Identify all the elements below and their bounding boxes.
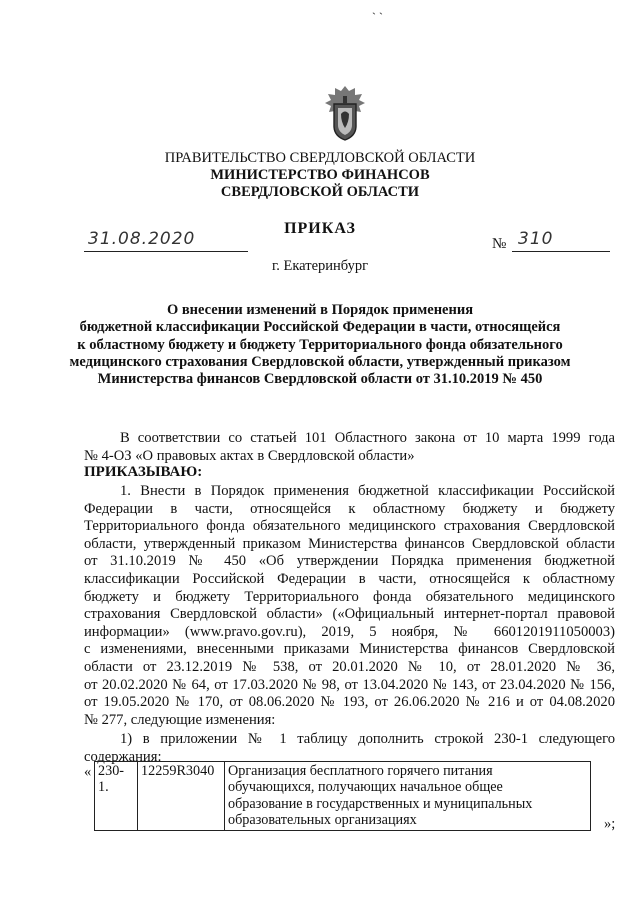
item-line: с изменениями, внесенными приказами Министерства финансов Свердловской bbox=[84, 641, 615, 658]
item-line: страхования Свердловской области» («Официальный интернет-портал правовой bbox=[84, 606, 615, 623]
row-code-cell: 12259R3040 bbox=[138, 762, 225, 831]
title-line: О внесении изменений в Порядок применения bbox=[166, 302, 474, 318]
date-handwritten: 31.08.2020 bbox=[88, 229, 196, 249]
description-line: образовательных организациях bbox=[228, 812, 417, 829]
title-line: медицинского страхования Свердловской области, утвержденный приказом bbox=[69, 353, 571, 370]
title-line: бюджетной классификации Российской Федерации в части, относящейся bbox=[79, 319, 561, 336]
order-word: ПРИКАЗЫВАЮ: bbox=[84, 464, 203, 480]
item-line: Федерации в части, относящейся к областному бюджету и бюджету bbox=[84, 500, 615, 517]
item-line: от 19.05.2020 № 170, от 08.06.2020 № 193, от 26.06.2020 № 216 и от 04.08.2020 bbox=[84, 694, 615, 711]
item-line: области, утвержденный приказом Министерства финансов Свердловской области bbox=[84, 535, 615, 552]
item-line: Территориального фонда обязательного медицинского страхования Свердловской bbox=[84, 518, 615, 535]
preamble-line: В соответствии со статьей 101 Областного закона от 10 марта 1999 года bbox=[120, 430, 615, 446]
row-description-cell bbox=[225, 762, 591, 831]
title-line: к областному бюджету и бюджету Территориального фонда обязательного bbox=[77, 336, 563, 353]
description-line: обучающихся, получающих начальное общее bbox=[228, 779, 503, 796]
item-line: № 277, следующие изменения: bbox=[84, 711, 276, 728]
item-line: от 20.02.2020 № 64, от 17.03.2020 № 98, от 13.04.2020 № 143, от 23.04.2020 № 156, bbox=[84, 676, 615, 693]
item-line: классификации Российской Федерации в части, относящейся к областному bbox=[84, 570, 615, 587]
item-1 bbox=[84, 483, 615, 729]
city: г. Екатеринбург bbox=[271, 258, 369, 274]
item-line: 1. Внести в Порядок применения бюджетной классификации Российской bbox=[120, 483, 615, 499]
preamble bbox=[84, 430, 615, 465]
description-line: Организация бесплатного горячего питания bbox=[228, 763, 493, 779]
number-prefix: № bbox=[492, 236, 507, 252]
item-line: области от 23.12.2019 № 538, от 20.01.2020 № 10, от 28.01.2020 № 36, bbox=[84, 658, 615, 675]
description-line: образование в государственных и муниципальных bbox=[228, 795, 533, 812]
open-quote: « bbox=[84, 764, 92, 780]
table-row bbox=[95, 762, 591, 831]
date-line bbox=[84, 229, 248, 252]
document-type: ПРИКАЗ bbox=[284, 220, 356, 237]
close-quote: »; bbox=[604, 816, 616, 832]
coat-of-arms-icon bbox=[322, 84, 368, 142]
subitem-line: содержания: bbox=[84, 748, 162, 765]
government-name: ПРАВИТЕЛЬСТВО СВЕРДЛОВСКОЙ ОБЛАСТИ bbox=[164, 150, 476, 166]
item-line: от 31.10.2019 № 450 «Об утверждении Порядка применения бюджетной bbox=[84, 553, 615, 570]
number-handwritten: 310 bbox=[518, 229, 554, 249]
subitem-line: 1) в приложении № 1 таблицу дополнить строкой 230-1 следующего bbox=[120, 731, 615, 747]
ministry-name-line1: МИНИСТЕРСТВО ФИНАНСОВ bbox=[210, 167, 430, 183]
item-line: информации» (www.pravo.gov.ru), 2019, 5 ноября, № 6601201911050003) bbox=[84, 623, 615, 640]
ministry-name-line2: СВЕРДЛОВСКОЙ ОБЛАСТИ bbox=[220, 184, 420, 200]
title-line: Министерства финансов Свердловской области от 31.10.2019 № 450 bbox=[97, 371, 543, 388]
row-number-cell: 230-1. bbox=[95, 762, 138, 831]
number-line bbox=[512, 229, 610, 252]
preamble-line: № 4-ОЗ «О правовых актах в Свердловской области» bbox=[84, 447, 415, 464]
item-line: бюджету и бюджету Территориального фонда обязательного медицинского bbox=[84, 588, 615, 605]
top-mark: ` ` bbox=[372, 10, 383, 24]
inserted-table bbox=[94, 761, 591, 831]
document-title bbox=[0, 302, 640, 388]
